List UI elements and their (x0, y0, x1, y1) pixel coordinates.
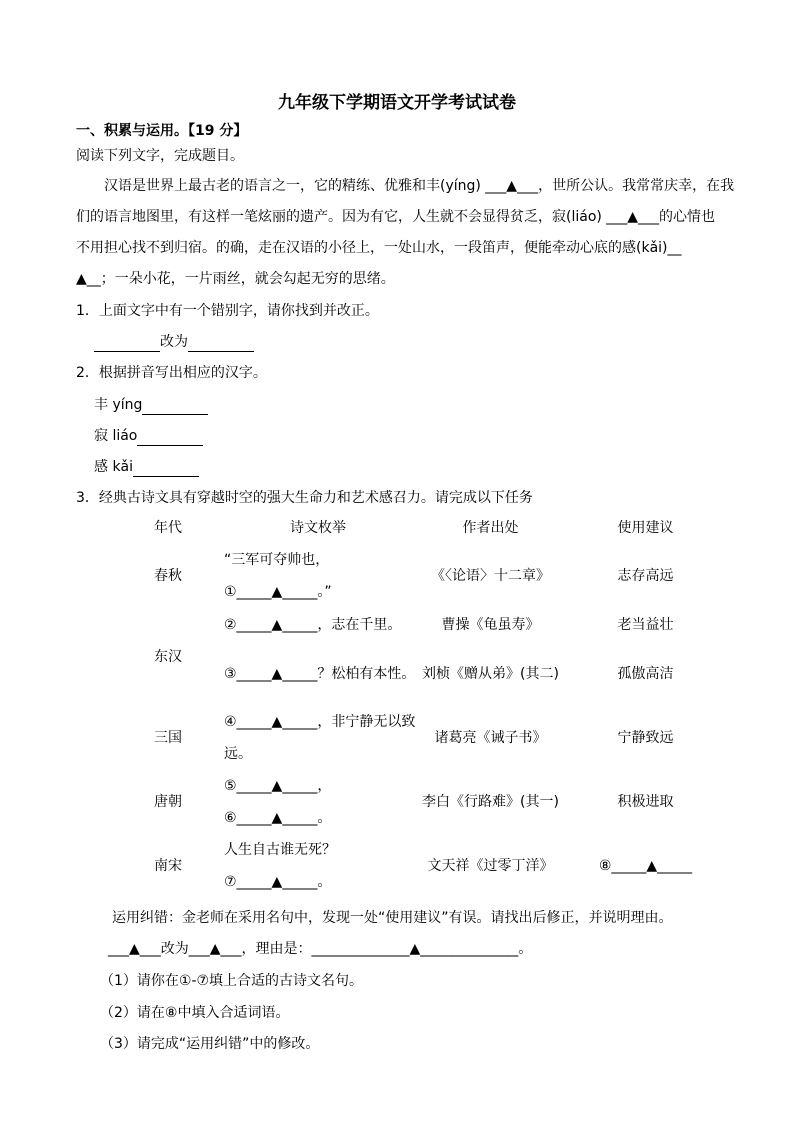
passage-line-3: 不用担心找不到归宿。的确，走在汉语的小径上，一处山水，一段笛声，便能牵动心底的感(kǎi)__ (76, 240, 682, 256)
sub-question-1: （1）请你在①-⑦填上合适的古诗文名句。 (100, 973, 364, 989)
correction-intro: 运用纠错：金老师在采用名句中，发现一处“使用建议”有误。请找出后修正，并说明理由。 (112, 910, 673, 926)
header-verse: 诗文枚举 (290, 520, 346, 536)
advice-cell[interactable]: ⑧_____▲_____ (598, 858, 693, 874)
question-2: 2．根据拼音写出相应的汉字。 (76, 365, 267, 381)
table-header-row (118, 512, 728, 544)
verse-cell[interactable]: ④_____▲_____，非宁静无以致远。 (224, 714, 416, 762)
passage-line-4: ▲__；一朵小花，一片雨丝，就会勾起无穷的思绪。 (76, 271, 395, 287)
page-title: 九年级下学期语文开学考试试卷 (278, 93, 516, 113)
q2-blank[interactable] (133, 460, 199, 477)
q1-blank-wrong[interactable] (94, 335, 160, 352)
q2-item-label: 丰 yíng (94, 397, 143, 413)
passage-line-1: 汉语是世界上最古老的语言之一，它的精练、优雅和丰(yíng) ___▲___，世所公认。我常常庆幸，在我 (104, 178, 735, 194)
advice-cell: 老当益壮 (617, 617, 674, 633)
source-cell: 曹操《龟虽寿》 (441, 617, 540, 633)
era-cell: 三国 (154, 730, 182, 746)
verse-cell[interactable]: ②_____▲_____，志在千里。 (224, 617, 402, 633)
table-row (118, 834, 728, 898)
q2-blank[interactable] (137, 429, 203, 446)
question-1: 1．上面文字中有一个错别字，请你找到并改正。 (76, 303, 379, 319)
question-3: 3．经典古诗文具有穿越时空的强大生命力和艺术感召力。请完成以下任务 (76, 490, 533, 506)
source-cell: 文天祥《过零丁洋》 (427, 858, 554, 874)
q2-item (94, 457, 199, 477)
era-cell: 南宋 (154, 858, 182, 874)
verse-cell[interactable]: ⑤_____▲_____，⑥_____▲_____。 (224, 778, 332, 826)
advice-cell: 孤傲高洁 (617, 666, 674, 682)
header-advice: 使用建议 (617, 520, 674, 536)
verse-cell[interactable]: ③_____▲_____？松柏有本性。 (224, 666, 416, 682)
q1-answer-row (94, 332, 254, 352)
era-cell: 东汉 (154, 649, 182, 665)
verse-cell[interactable]: 人生自古谁无死？⑦_____▲_____。 (224, 842, 336, 890)
source-cell: 诸葛亮《诫子书》 (434, 730, 547, 746)
q1-answer-mid: 改为 (160, 334, 188, 350)
correction-line[interactable]: ___▲___改为___▲___，理由是：______________▲______________。 (108, 941, 533, 957)
table-row (118, 770, 728, 834)
era-cell: 春秋 (154, 568, 182, 584)
q2-item (94, 395, 208, 415)
section-heading: 一、积累与运用。【19 分】 (76, 123, 248, 139)
q2-item-label: 感 kǎi (94, 459, 134, 475)
advice-cell: 积极进取 (617, 794, 674, 810)
advice-cell: 宁静致远 (617, 730, 674, 746)
header-era: 年代 (154, 520, 182, 536)
header-source: 作者出处 (462, 520, 519, 536)
advice-cell: 志存高远 (617, 568, 674, 584)
instruction: 阅读下列文字，完成题目。 (76, 148, 244, 164)
q2-blank[interactable] (142, 398, 208, 415)
sub-question-2: （2）请在⑧中填入合适词语。 (100, 1005, 290, 1021)
q2-item-label: 寂 liáo (94, 428, 138, 444)
q1-blank-correct[interactable] (188, 335, 254, 352)
verse-cell[interactable]: “三军可夺帅也，①_____▲_____。” (224, 552, 332, 600)
source-cell: 刘桢《赠从弟》(其二) (422, 666, 559, 682)
table-row (118, 544, 728, 608)
sub-question-3: （3）请完成“运用纠错”中的修改。 (100, 1036, 320, 1052)
passage-line-2: 们的语言地图里，有这样一笔炫丽的遗产。因为有它，人生就不会显得贫乏，寂(liáo) ___▲___的心情也 (76, 209, 716, 225)
era-cell: 唐朝 (154, 794, 182, 810)
poem-table (118, 512, 728, 898)
q2-item (94, 426, 203, 446)
table-row (118, 706, 728, 770)
table-row (118, 608, 728, 642)
source-cell: 《〈论语〉十二章》 (431, 568, 550, 584)
source-cell: 李白《行路难》(其一) (422, 794, 559, 810)
